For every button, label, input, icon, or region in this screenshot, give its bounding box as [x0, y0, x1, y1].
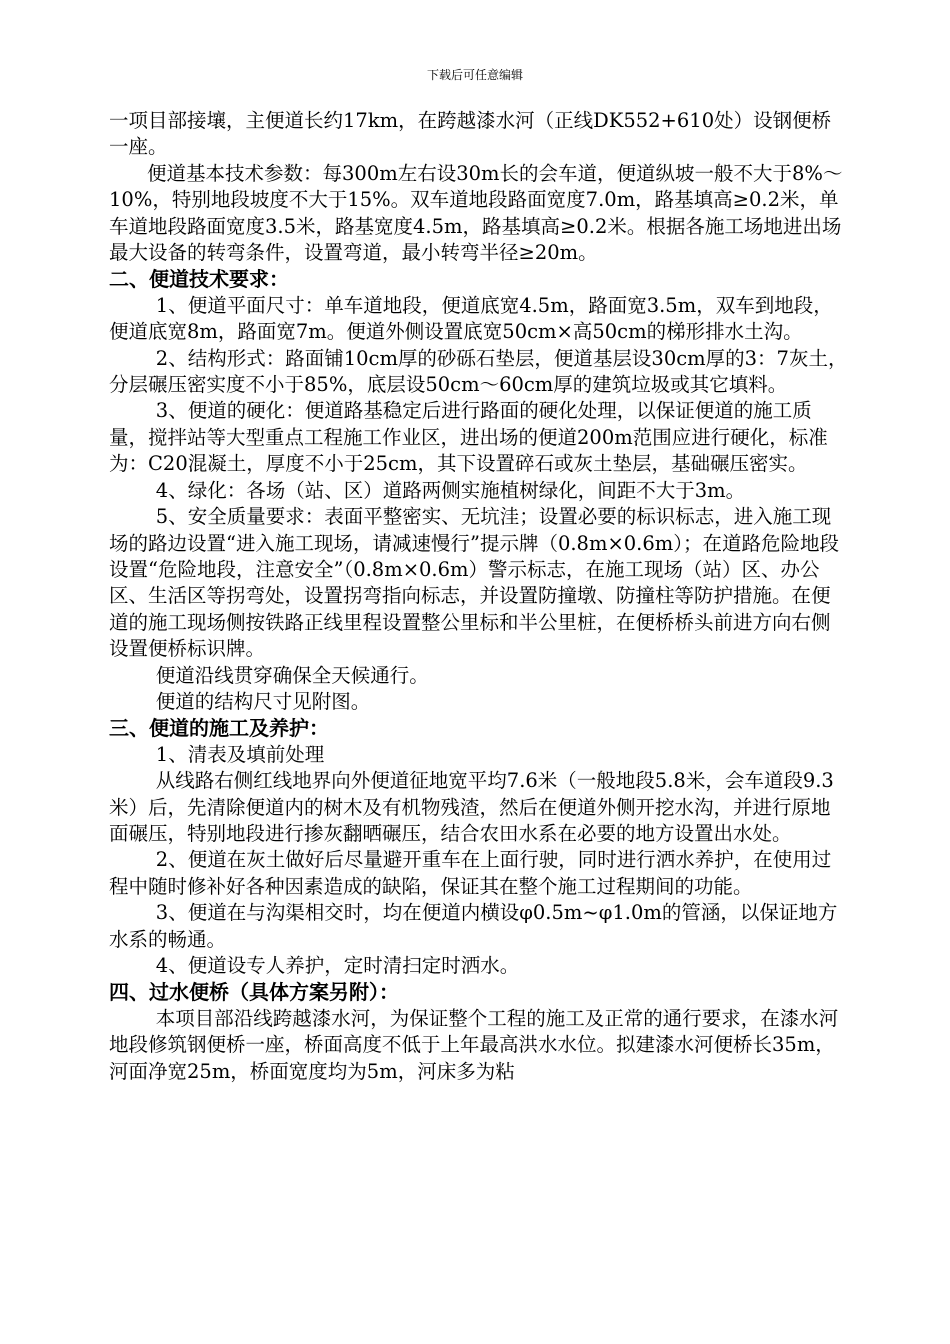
section-heading: 三、便道的施工及养护： — [109, 716, 329, 741]
body-paragraph: 一项目部接壤，主便道长约17km，在跨越漆水河（正线DK552+610处）设钢便桥一座。 — [109, 109, 832, 159]
body-paragraph: 3、便道在与沟渠相交时，均在便道内横设φ0.5m~φ1.0m的管涵，以保证地方水系的畅通。 — [109, 901, 838, 951]
body-paragraph: 便道基本技术参数：每300m左右设30m长的会车道，便道纵坡一般不大于8%～10%，特别地段坡度不大于15%。双车道地段路面宽度7.0m，路基填高≥0.2米，单车道地段路面宽度3.5米，路基宽度4.5m，路基填高≥0.2米。根据各施工场地进出场最大设备的转弯条件，设置弯道，最小转弯半径≥20m。 — [109, 161, 843, 265]
body-paragraph: 5、安全质量要求：表面平整密实、无坑洼；设置必要的标识标志，进入施工现场的路边设置“进入施工现场，请减速慢行”提示牌（0.8m×0.6m）；在道路危险地段设置“危险地段，注意安全”（0.8m×0.6m）警示标志，在施工现场（站）区、办公区、生活区等拐弯处，设置拐弯指向标志，并设置防撞墩、防撞柱等防护措施。在便道的施工现场侧按铁路正线里程设置整公里标和半公里桩，在便桥桥头前进方向右侧设置便桥标识牌。 — [109, 505, 840, 661]
body-paragraph: 便道的结构尺寸见附图。 — [155, 689, 371, 713]
body-paragraph: 便道沿线贯穿确保全天候通行。 — [155, 663, 429, 687]
body-paragraph: 4、绿化：各场（站、区）道路两侧实施植树绿化，间距不大于3m。 — [155, 478, 746, 502]
body-paragraph: 2、便道在灰土做好后尽量避开重车在上面行驶，同时进行洒水养护，在使用过程中随时修补好各种因素造成的缺陷，保证其在整个施工过程期间的功能。 — [109, 848, 832, 898]
body-paragraph: 4、便道设专人养护，定时清扫定时洒水。 — [155, 954, 520, 977]
body-paragraph: 1、清表及填前处理 — [155, 742, 325, 766]
body-paragraph: 2、结构形式：路面铺10cm厚的砂砾石垫层，便道基层设30cm厚的3：7灰土，分层碾压密实度不小于85%，底层设50cm～60cm厚的建筑垃圾或其它填料。 — [109, 346, 848, 397]
document-body — [109, 108, 849, 1085]
body-paragraph: 本项目部沿线跨越漆水河，为保证整个工程的施工及正常的通行要求，在漆水河地段修筑钢便桥一座，桥面高度不低于上年最高洪水水位。拟建漆水河便桥长35m，河面净宽25m，桥面宽度均为5m，河床多为粘 — [109, 1006, 839, 1083]
page-header: 下载后可任意编辑 — [426, 68, 523, 82]
body-paragraph: 3、便道的硬化：便道路基稳定后进行路面的硬化处理，以保证便道的施工质量，搅拌站等大型重点工程施工作业区，进出场的便道200m范围应进行硬化，标准为：C20混凝土，厚度不小于25cm，其下设置碎石或灰土垫层，基础碾压密实。 — [109, 399, 828, 476]
body-paragraph: 1、便道平面尺寸：单车道地段，便道底宽4.5m，路面宽3.5m，双车到地段，便道底宽8m，路面宽7m。便道外侧设置底宽50cm×高50cm的梯形排水土沟。 — [109, 293, 833, 344]
section-heading: 四、过水便桥（具体方案另附）： — [109, 980, 399, 1005]
body-paragraph: 从线路右侧红线地界向外便道征地宽平均7.6米（一般地段5.8米，会车道段9.3米）后，先清除便道内的树木及有机物残渣，然后在便道外侧开挖水沟，并进行原地面碾压，特别地段进行掺灰翻晒碾压，结合农田水系在必要的地方设置出水处。 — [109, 769, 834, 845]
section-heading: 二、便道技术要求： — [109, 267, 289, 292]
